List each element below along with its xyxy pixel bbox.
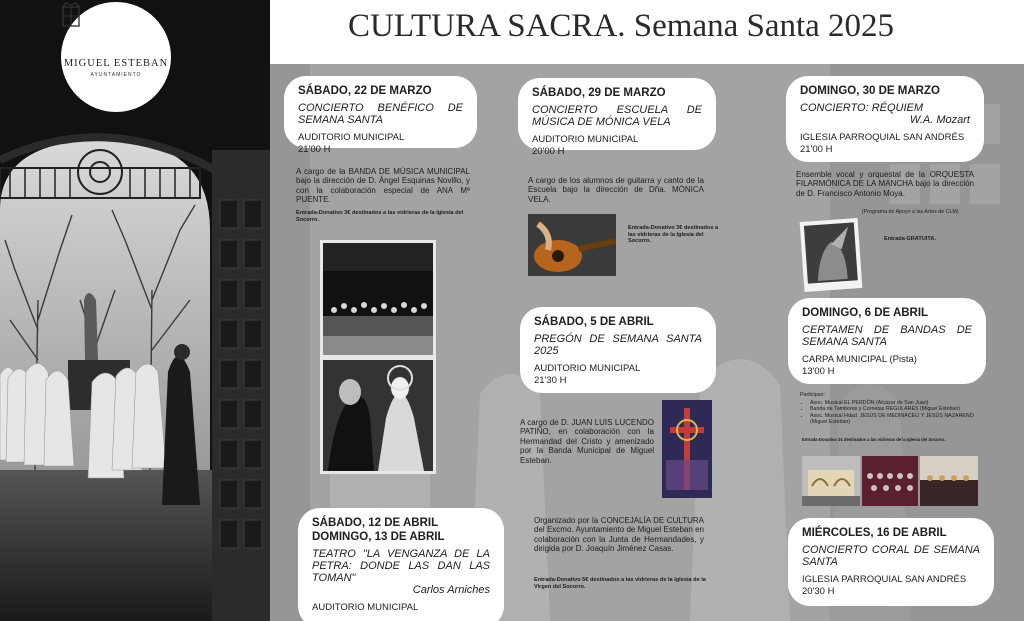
event-time: 20'30 H bbox=[802, 586, 835, 597]
bands-photo-2 bbox=[862, 456, 918, 506]
event-date: MIÉRCOLES, 16 DE ABRIL bbox=[802, 527, 947, 539]
event-entry: Entrada GRATUITA. bbox=[884, 236, 937, 242]
event-card-5-abril bbox=[520, 307, 716, 393]
concert-photo bbox=[320, 240, 436, 358]
coat-of-arms-icon bbox=[61, 2, 81, 28]
event-time: 20'00 H bbox=[532, 146, 565, 157]
event-title: CONCIERTO BENÉFICO DE SEMANA SANTA bbox=[298, 102, 463, 126]
event-date: SÁBADO, 22 DE MARZO bbox=[298, 85, 432, 97]
event-venue: AUDITORIO MUNICIPAL bbox=[534, 363, 641, 374]
event-card-29-marzo bbox=[518, 78, 716, 157]
event-date: SÁBADO, 12 DE ABRIL bbox=[312, 517, 439, 529]
event-description: A cargo de D. JUAN LUIS LUCENDO PATIÑO, en colaboración con la Hermandad del Cristo y amenizado por la Banda Municipal de Miguel Esteban. bbox=[520, 418, 654, 465]
virgin-and-singer-photo bbox=[320, 358, 436, 474]
event-card-16-abril bbox=[788, 518, 994, 606]
logo-name: MIGUEL ESTEBAN bbox=[63, 58, 169, 69]
event-date: DOMINGO, 30 DE MARZO bbox=[800, 85, 940, 97]
page-title: CULTURA SACRA. Semana Santa 2025 bbox=[348, 8, 895, 44]
participant-item: • Asoc. Musical EL PERDÓN (Alcázar de San Juan) bbox=[810, 400, 984, 406]
event-date: SÁBADO, 29 DE MARZO bbox=[532, 87, 666, 99]
poster-body bbox=[270, 64, 1024, 621]
event-description: A cargo de los alumnos de guitarra y canto de la Escuela bajo la dirección de Dña. MÓNICA VELA. bbox=[528, 176, 704, 204]
logo-subtitle: AYUNTAMIENTO bbox=[90, 72, 142, 78]
event-time: 21'30 H bbox=[534, 375, 567, 386]
pregon-poster-image bbox=[662, 400, 712, 498]
event-date-2: DOMINGO, 13 DE ABRIL bbox=[312, 531, 445, 543]
event-venue: CARPA MUNICIPAL (Pista) bbox=[802, 354, 917, 365]
event-date: SÁBADO, 5 DE ABRIL bbox=[534, 316, 654, 328]
event-time: 13'00 H bbox=[802, 366, 835, 377]
event-venue: IGLESIA PARROQUIAL SAN ANDRÉS bbox=[800, 132, 965, 143]
participants-label: Participan: bbox=[800, 392, 826, 398]
event-entry: Entrada-Donativo 3€ destinados a las vidrieras de la Iglesia del Socorro. bbox=[628, 225, 719, 245]
participants-list bbox=[800, 400, 984, 426]
event-venue: IGLESIA PARROQUIAL SAN ANDRÉS bbox=[802, 574, 967, 585]
cover-photo bbox=[0, 0, 270, 621]
organizer-entry: Entrada-Donativo 5€ destinados a las vidrieras de la Iglesia de la Virgen del Socorro. bbox=[534, 577, 706, 590]
event-title: PREGÓN DE SEMANA SANTA 2025 bbox=[534, 333, 702, 357]
event-card-30-marzo bbox=[786, 76, 984, 162]
event-author: Carlos Arniches bbox=[412, 584, 490, 596]
organizer-text: Organizado por la CONCEJALÍA DE CULTURA del Excmo. Ayuntamiento de Miguel Esteban en colaboración con la Junta de Hermandades, y dirigida por D. Joaquín Jiménez Casas. bbox=[534, 516, 704, 554]
angel-sculpture-photo bbox=[800, 218, 863, 292]
event-title: CONCIERTO ESCUELA DE MÚSICA DE MÓNICA VELA bbox=[532, 104, 702, 128]
event-entry: Entrada-Donativo 3€ destinados a las vidrieras de la Iglesia del Socorro. bbox=[802, 437, 946, 442]
event-card-12-13-abril bbox=[298, 508, 504, 621]
header bbox=[270, 0, 1024, 64]
guitar-photo bbox=[528, 214, 616, 276]
town-logo bbox=[61, 2, 171, 112]
event-title: CERTAMEN DE BANDAS DE SEMANA SANTA bbox=[802, 324, 972, 348]
event-description: Ensemble vocal y orquestal de la ORQUESTA FILARMÓNICA DE LA MANCHA bajo la dirección de D. Francisco Antonio Moya. bbox=[796, 170, 974, 198]
participant-item: • Banda de Tambores y Cornetas REGULARES (Miguel Esteban) bbox=[810, 406, 984, 412]
bands-photo-3 bbox=[920, 456, 978, 506]
event-card-22-marzo bbox=[284, 76, 477, 155]
event-title: CONCIERTO CORAL DE SEMANA SANTA bbox=[802, 544, 980, 568]
event-time: 21'00 H bbox=[298, 144, 331, 155]
event-author: W.A. Mozart bbox=[909, 114, 970, 126]
event-card-6-abril bbox=[788, 298, 986, 384]
event-title: CONCIERTO: RÉQUIEM bbox=[800, 102, 924, 114]
event-description: A cargo de la BANDA DE MÚSICA MUNICIPAL bajo la dirección de D. Ángel Esquinas Novillo, y con la colaboración especial de ANA Mª PUENTE. bbox=[296, 167, 470, 205]
event-note: (Programa de Apoyo a las Artes de CLM) bbox=[862, 209, 959, 215]
event-date: DOMINGO, 6 DE ABRIL bbox=[802, 307, 929, 319]
participant-item: • Asoc. Musical Hdad. JESÚS DE MEDINACELI Y JESÚS NAZARENO (Miguel Esteban) bbox=[810, 413, 984, 426]
event-entry: Entrada-Donativo 3€ destinados a las vidrieras de la Iglesia del Socorro. bbox=[296, 210, 464, 223]
event-time: 21'00 H bbox=[800, 144, 833, 155]
event-venue: AUDITORIO MUNICIPAL bbox=[312, 602, 419, 613]
event-venue: AUDITORIO MUNICIPAL bbox=[298, 132, 405, 143]
event-title: TEATRO "LA VENGANZA DE LA PETRA: DONDE LAS DAN LAS TOMAN" bbox=[312, 548, 490, 584]
bands-photo-1 bbox=[802, 456, 860, 506]
event-venue: AUDITORIO MUNICIPAL bbox=[532, 134, 639, 145]
